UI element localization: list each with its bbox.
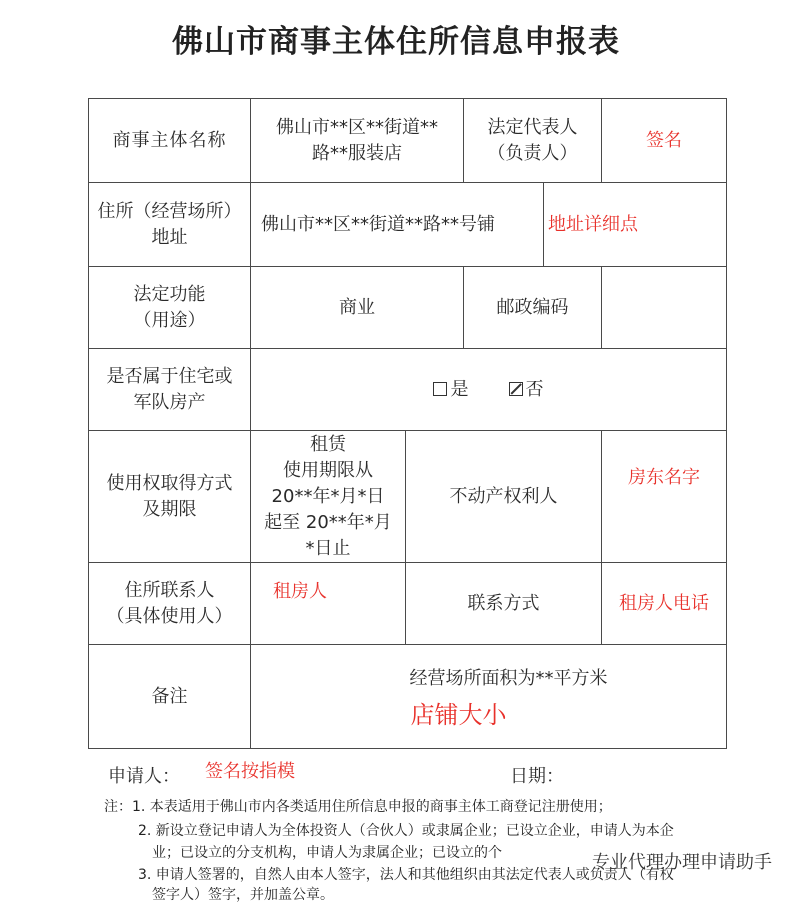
form-title: 佛山市商事主体住所信息申报表 [172,24,620,60]
row-function [89,267,727,349]
note-1: 注：1. 本表适用于佛山市内各类适用住所信息申报的商事主体工商登记注册使用； [104,799,612,815]
option-yes-label: 是 [450,378,469,400]
row-use-right [89,431,727,563]
checkbox-no[interactable] [509,382,523,396]
function-label: 法定功能 （用途） [89,267,251,349]
note-5: 签字人）签字，并加盖公章。 [152,887,334,903]
contact-method-label: 联系方式 [406,563,602,645]
residential-label: 是否属于住宅或 军队房产 [89,349,251,431]
declaration-form-table [88,98,727,749]
row-entity-name [89,99,727,183]
contact-method-note: 租房人电话 [602,563,727,645]
contact-label: 住所联系人 （具体使用人） [89,563,251,645]
remark-label: 备注 [89,645,251,749]
checkbox-yes[interactable] [433,382,447,396]
note-3: 业；已设立的分支机构，申请人为隶属企业；已设立的个 [152,845,502,861]
property-owner-label: 不动产权利人 [406,431,602,563]
use-right-value: 租赁 使用期限从 20**年*月*日 起至 20**年*月 *日止 [251,431,406,563]
option-no-label: 否 [525,378,544,400]
row-address [89,183,727,267]
address-value: 佛山市**区**街道**路**号铺 [251,183,544,267]
remark-value: 经营场所面积为**平方米 [409,667,608,689]
legal-rep-label: 法定代表人 （负责人） [464,99,602,183]
use-right-label: 使用权取得方式 及期限 [89,431,251,563]
residential-options [251,349,727,431]
watermark-text: 专业代理办理申请助手 [592,852,772,873]
note-2: 2. 新设立登记申请人为全体投资人（合伙人）或隶属企业；已设立企业，申请人为本企 [138,823,674,839]
date-label: 日期： [510,766,564,787]
remark-note: 店铺大小 [410,700,507,729]
legal-rep-signature-note: 签名 [602,99,727,183]
applicant-note: 签名按指模 [205,761,295,782]
property-owner-note: 房东名字 [602,431,727,563]
applicant-label: 申请人： [108,766,180,787]
row-residential [89,349,727,431]
postcode-value [602,267,727,349]
function-value: 商业 [251,267,464,349]
entity-name-label: 商事主体名称 [89,99,251,183]
entity-name-value: 佛山市**区**街道** 路**服装店 [251,99,464,183]
postcode-label: 邮政编码 [464,267,602,349]
address-label: 住所（经营场所） 地址 [89,183,251,267]
row-contact [89,563,727,645]
address-note: 地址详细点 [544,183,727,267]
row-remark [89,645,727,749]
note-4: 3. 申请人签署的，自然人由本人签字，法人和其他组织由其法定代表人或负责人（有权 [138,867,674,883]
remark-cell [251,645,727,749]
contact-note: 租房人 [251,563,406,645]
